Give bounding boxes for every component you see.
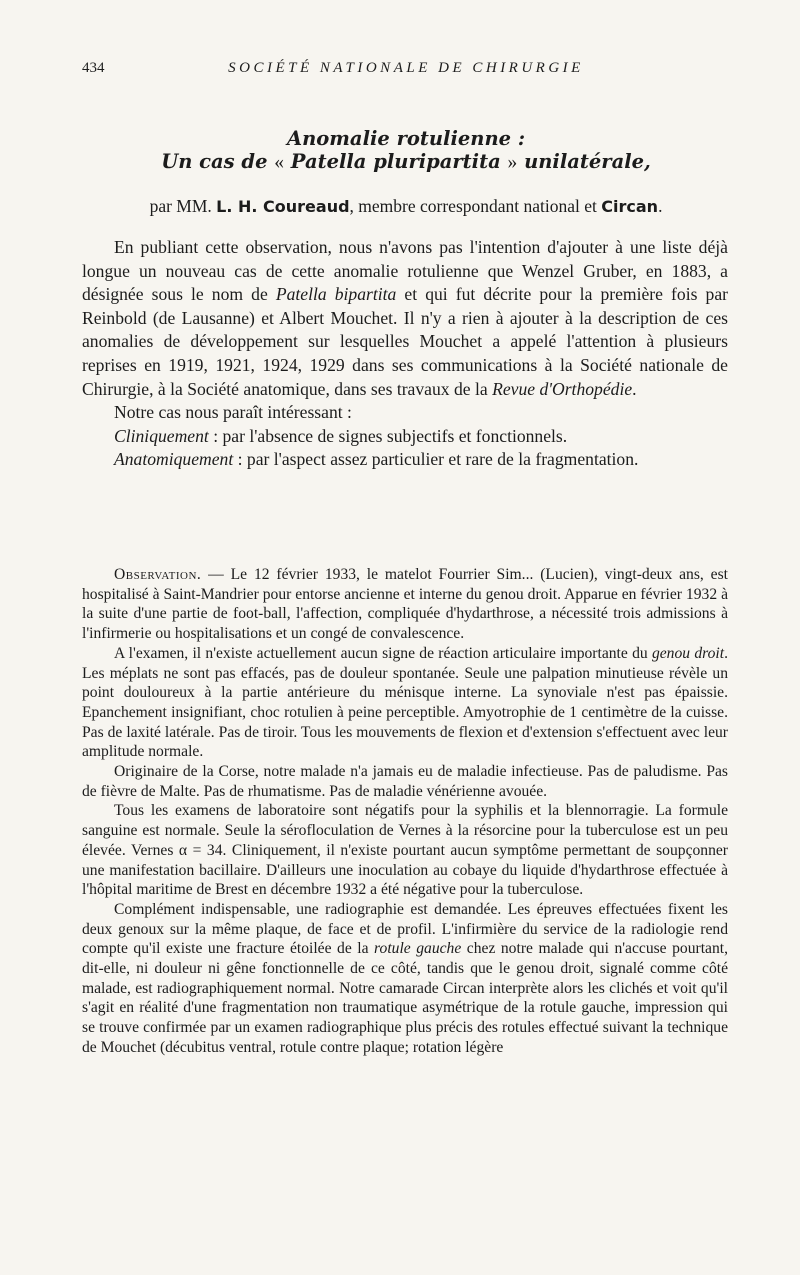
page-number: 434 bbox=[82, 60, 105, 76]
author-end: . bbox=[658, 196, 663, 216]
title-text-b: Patella pluripartita bbox=[284, 150, 508, 173]
intro-italic-term: Cliniquement bbox=[114, 425, 209, 446]
observation-paragraph: Tous les examens de laboratoire sont négatifs pour la syphilis et la blennorragie. La formule sanguine est normale. Seule la sérofloculation de Vernes à la résorcine pour la tuberculose est un peu élevée. Vernes α = 34. Cliniquement, il n'existe pourtant aucun symptôme permettant de soupçonner une manifestation bacillaire. D'ailleurs une inoculation au cobaye du liquide d'hydarthrose effectuée à l'hôpital maritime de Brest en décembre 1932 a été négative pour la tuberculose. bbox=[82, 802, 728, 899]
intro-italic-term: Anatomiquement bbox=[114, 449, 234, 470]
running-title: SOCIÉTÉ NATIONALE DE CHIRURGIE bbox=[228, 60, 584, 76]
intro-paragraph bbox=[82, 448, 728, 472]
observation-text: Complément indispensable, une radiographie est demandée. Les épreuves effectuées fixent les deux genoux sur la même plaque, de face et de profil. L'infirmière du service de la radiologie rend compte qu'il existe une fracture étoilée de la bbox=[82, 900, 728, 958]
introduction bbox=[82, 236, 728, 472]
intro-text: et qui fut décrite pour la première fois par Reinbold (de Lausanne) et Albert Mouchet. Il n'y a rien à ajouter à la description de ces anomalies de développement sur lesquelles Mouchet a appelé l'attention à plusieurs reprises en 1919, 1921, 1924, 1929 dans ses communications à la Société nationale de Chirurgie, à la Société anatomique, dans ses travaux de la bbox=[82, 284, 728, 399]
observation-label: Observation. bbox=[114, 566, 202, 583]
intro-text: En publiant cette observation, nous n'avons pas l'intention d'ajouter à une liste déjà longue un nouveau cas de cette anomalie rotulienne que Wenzel Gruber, en 1883, a désignée sous le nom de bbox=[82, 237, 728, 305]
intro-paragraph: Notre cas nous paraît intéressant : bbox=[114, 402, 352, 423]
open-quote: « bbox=[274, 152, 285, 173]
page-header bbox=[82, 60, 730, 82]
observation-text: chez notre malade qui n'accuse pourtant, dit-elle, ni douleur ni gêne fonctionnelle de ce côté, tandis que le genou droit, signalé comme côté malade, est radiographiquement normal. Notre camarade Circan interprète alors les clichés et voit qu'il s'agit en réalité d'une fragmentation non traumatique asymétrique de la rotule gauche, impression qui se trouve confirmée par un examen radiographique plus précis des rotules effectué suivant la technique de Mouchet (décubitus ventral, rotule contre plaque; rotation légère bbox=[82, 940, 728, 1056]
title-text-c: unilatérale, bbox=[517, 150, 651, 173]
intro-text: : par l'aspect assez particulier et rare de la fragmentation. bbox=[233, 449, 639, 470]
author-name-1: L. H. Coureaud bbox=[216, 197, 350, 216]
observation-italic-term: rotule gauche bbox=[374, 940, 462, 958]
observation-text: . Les méplats ne sont pas effacés, pas de douleur spontanée. Seule une palpation minutieuse révèle un point douloureux à la partie antérieure du ménisque interne. La synoviale n'est pas épaissie. Epanchement insignifiant, choc rotulien à peine perceptible. Amyotrophie de 1 centimètre de la cuisse. Pas de laxité latérale. Pas de tiroir. Tous les mouvements de flexion et d'extension s'effectuent avec leur amplitude normale. bbox=[82, 644, 728, 761]
intro-paragraph bbox=[82, 236, 728, 401]
intro-paragraph bbox=[82, 425, 728, 449]
observation-paragraph bbox=[82, 644, 728, 762]
observation-paragraph bbox=[82, 900, 728, 1058]
intro-journal-name: Revue d'Orthopédie bbox=[492, 378, 633, 399]
observation-text: — Le 12 février 1933, le matelot Fourrier Sim... (Lucien), vingt-deux ans, est hospitalisé à Saint-Mandrier pour entorse ancienne et interne du genou droit. Apparue en février 1932 à la suite d'une partie de foot-ball, l'affection, compliquée d'hydarthrose, a nécessité trois admissions à l'infirmerie ou hospitalisations et un congé de convalescence. bbox=[82, 566, 728, 643]
intro-text: : par l'absence de signes subjectifs et fonctionnels. bbox=[208, 425, 568, 446]
article-title-line1: Anomalie rotulienne : bbox=[286, 127, 526, 150]
observation-text: A l'examen, il n'existe actuellement aucun signe de réaction articulaire importante du bbox=[114, 644, 652, 662]
observation-paragraph bbox=[82, 565, 728, 644]
author-line bbox=[82, 196, 730, 217]
intro-text: . bbox=[632, 378, 637, 399]
author-prefix: par MM. bbox=[149, 196, 217, 216]
observation-section bbox=[82, 565, 728, 1058]
author-name-2: Circan bbox=[601, 197, 659, 216]
intro-italic-term: Patella bipartita bbox=[275, 284, 397, 305]
author-affiliation: , membre correspondant national et bbox=[349, 196, 602, 216]
observation-italic-term: genou droit bbox=[651, 644, 725, 662]
close-quote: » bbox=[507, 152, 518, 173]
article-title-line2 bbox=[82, 150, 730, 175]
observation-paragraph: Originaire de la Corse, notre malade n'a jamais eu de maladie infectieuse. Pas de paludisme. Pas de fièvre de Malte. Pas de rhumatisme. Pas de maladie vénérienne avouée. bbox=[82, 763, 728, 800]
title-text-a: Un cas de bbox=[161, 150, 275, 173]
